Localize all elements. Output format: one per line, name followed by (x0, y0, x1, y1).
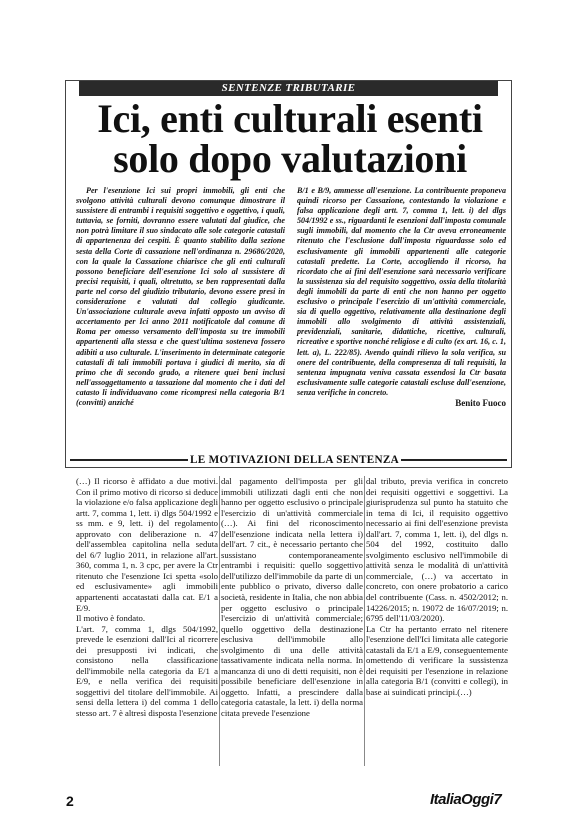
publication-logo: ItaliaOggi7 (430, 791, 502, 808)
header-rule-right (401, 459, 507, 461)
body-paragraph: (…) Il ricorso è affidato a due motivi. Con il primo motivo di ricorso si deduce la violazione e/o falsa applicazione degli artt. 7, comma 1, lett. i) dlgs 504/1992 e ss mm. e 9, lett. i) del regolamento approvato con deliberazione n. 47 dell'assemblea capitolina nella seduta del 6/7 luglio 2011, in relazione all'art. 360, comma 1, n. 3 cpc, per avere la Ctr ritenuto che l'esenzione Ici spetta «solo ed esclusivamente» agli immobili appartenenti accatastati dalla cat. E/1 a E/9. (76, 476, 218, 613)
headline (70, 96, 510, 181)
author-byline: Benito Fuoco (455, 397, 506, 408)
header-rule-left (70, 459, 188, 461)
motivations-header (70, 453, 507, 467)
headline-line-2: solo dopo valutazioni (113, 136, 467, 181)
intro-right-text: B/1 e B/9, ammesse all'esenzione. La contribuente proponeva quindi ricorso per Cassazione, contestando la violazione e falsa applicazione degli artt. 7, comma 1, lett. i) del dlgs 504/1992 e ss., riguardanti le esenzioni dall'imposta comunale sugli immobili, dal momento che la Ctr aveva erroneamente ritenuto che l'esclusione dall'imposta riguardasse solo ed esclusivamente gli immobili appartenenti alle categorie catastali predette. La Corte, accogliendo il ricorso, ha ricordato che ai fini dell'esenzione sarà necessario verificare la sussistenza sia del requisito soggettivo, ossia della titolarità degli immobili da parte di enti che non hanno per oggetto esclusivo o principale l'esercizio di un'attività commerciale, sia di quello oggettivo, relativamente alla destinazione degli immobili allo svolgimento di attività assistenziali, previdenziali, sanitarie, didattiche, ricettive, culturali, ricreative e sportive nonché religiose e di culto (ex art. 16, c. 1, lett. a), L. 222/85). Avendo quindi rilievo la sola verifica, su onere del contribuente, della compresenza di tali requisiti, la sentenza impugnata veniva cassata essendosi la Ctr basata esclusivamente sulle categorie catastali escluse dall'esenzione, senza verifiche in concreto. (297, 186, 506, 397)
section-label: SENTENZE TRIBUTARIE (79, 81, 498, 96)
body-paragraph: L'art. 7, comma 1, dlgs 504/1992, prevede le esenzioni dall'Ici al ricorrere dei presupposti ivi indicati, che consistono nella classificazione dell'immobile nella categoria da E/1 a E/9, e nella verifica dei requisiti soggettivi del titolare dell'immobile. Ai sensi della lettera i) del comma 1 dello stesso art. 7 è altresì disposta l'esenzione (76, 623, 218, 719)
body-paragraph: Il motivo è fondato. (76, 613, 146, 624)
page-number: 2 (66, 793, 74, 809)
headline-line-1: Ici, enti culturali esenti (97, 96, 483, 141)
intro-column-left: Per l'esenzione Ici sui propri immobili, gli enti che svolgono attività culturali devono comunque dimostrare il sussistere di entrambi i requisiti soggettivo e oggettivo, i quali, tuttavia, se forniti, dovranno essere valutati dal giudice, che non potrà limitare il suo sindacato alle sole categorie catastali di appartenenza dei cespiti. È quanto stabilito dalla sezione sesta della Corte di cassazione nell'ordinanza n. 29686/2020, con la quale la Cassazione chiarisce che gli enti culturali possono beneficiare dell'esenzione Ici solo al sussistere di precisi requisiti, i quali, oltretutto, se ben rappresentati dalla parte nel corso del giudizio tributario, devono essere presi in considerazione e valutati dal collegio giudicante. Un'associazione culturale aveva infatti opposto un avviso di accertamento per Ici anno 2011 notificatole dal comune di Roma per omesso versamento dell'imposta su tre immobili appartenenti alla stessa e che quest'ultima sosteneva fossero adibiti a uso culturale. L'inserimento in determinate categorie catastali di tali immobili portava i giudici di merito, sia di primo che di secondo grado, a ritenere quei beni inclusi nell'assoggettamento a tassazione dal momento che i dati del catasto li individuavano come ricompresi nella categoria B/1 (convitti) anziché (76, 186, 285, 407)
motivations-label: LE MOTIVAZIONI DELLA SENTENZA (190, 454, 399, 466)
body-paragraph: dal tributo, previa verifica in concreto dei requisiti oggettivi e soggettivi. La giurisprudenza sul punto ha statuito che in tema di Ici, il requisito oggettivo necessario ai fini dell'esenzione prevista dall'art. 7, comma 1, lett. i), del dlgs n. 504 del 1992, costituito dallo svolgimento esclusivo nell'immobile di attività senza le modalità di un'attività commerciale, (…) va accertato in concreto, con onere probatorio a carico del contribuente (Cass. n. 4502/2012; n. 14226/2015; n. 19072 de 16/07/2019; n. 6795 dell'11/03/2020). (366, 476, 508, 624)
body-column-2 (221, 476, 363, 719)
column-divider (364, 476, 365, 766)
body-paragraph: La Ctr ha pertanto errato nel ritenere l'esenzione dell'Ici limitata alle categorie catastali da E/1 a E/9, conseguentemente omettendo di verificare la sussistenza dei requisiti per l'esenzione in relazione alla categoria B/1 (convitti e collegi), in base ai suindicati principi.(…) (366, 623, 508, 697)
body-column-3 (366, 476, 508, 697)
column-divider (219, 476, 220, 766)
body-column-1 (76, 476, 218, 719)
body-paragraph: dal pagamento dell'imposta per gli immobili utilizzati dagli enti che non hanno per oggetto esclusivo o principale l'esercizio di un'attività commerciale (…). Ai fini del riconoscimento dell'esenzione indicata nella lettera i) dell'art. 7 cit., è necessario pertanto che sussistano contemporaneamente entrambi i requisiti: quello soggettivo dell'utilizzo dell'immobile da parte di un ente pubblico o privato, diverso dalle società, residente in Italia, che non abbia per oggetto esclusivo o principale l'esercizio di un'attività commerciale; quello oggettivo della destinazione esclusiva dell'immobile allo svolgimento di una delle attività tassativamente indicata nella norma. In mancanza di uno di detti requisiti, non è possibile beneficiare dell'esenzione in oggetto. Infatti, a prescindere dalla categoria catastale, la lett. i) della norma citata prevede l'esenzione (221, 476, 363, 719)
intro-column-right (297, 186, 506, 408)
